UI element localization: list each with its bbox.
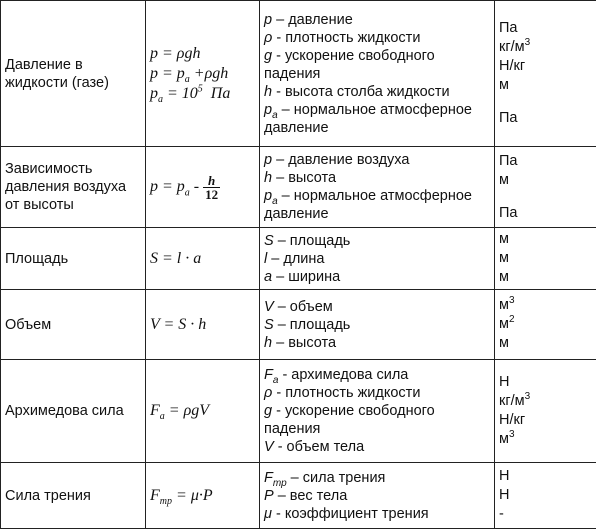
- quantity-name: Сила трения: [1, 463, 146, 529]
- quantity-name: Зависимость давления воздуха от высоты: [1, 147, 146, 228]
- quantity-name: Площадь: [1, 228, 146, 290]
- formula-cell: V = S · h: [146, 290, 260, 360]
- table-row: [1, 1, 596, 147]
- definitions-cell: S – площадь l – длина a – ширина: [260, 228, 495, 290]
- formula-cell: $F_a = \rho gV$: [146, 360, 260, 463]
- table-row: [1, 228, 596, 290]
- formula-cell: $p = p_a$ - $\frac{h}{12}$: [146, 147, 260, 228]
- units-cell: Н $кг/м^3$ Н/кг $м^3$: [495, 360, 596, 463]
- units-cell: Н Н -: [495, 463, 596, 529]
- quantity-name: Давление в жидкости (газе): [1, 1, 146, 147]
- definitions-cell: $F_{тр}$ – сила трения P – вес тела μ - коэффициент трения: [260, 463, 495, 529]
- definitions-cell: V – объем S – площадь h – высота: [260, 290, 495, 360]
- formula-cell: $F_{тр} = \mu\cdot P$: [146, 463, 260, 529]
- table-row: [1, 147, 596, 228]
- units-cell: м м м: [495, 228, 596, 290]
- table-row: [1, 360, 596, 463]
- formula-cell: S = l · a: [146, 228, 260, 290]
- quantity-name: Архимедова сила: [1, 360, 146, 463]
- units-cell: Па м Па: [495, 147, 596, 228]
- table-row: [1, 290, 596, 360]
- quantity-name: Объем: [1, 290, 146, 360]
- definitions-cell: p – давление воздуха h – высота $p_a$ – нормальное атмосферное давление: [260, 147, 495, 228]
- definitions-cell: $F_a$ - архимедова сила ρ - плотность жидкости g - ускорение свободного падения V - объем тела: [260, 360, 495, 463]
- table-row: [1, 463, 596, 529]
- formula-cell: p = ρgh $p = p_a +\rho gh$ $p_a = 10^5$ Па: [146, 1, 260, 147]
- units-cell: Па $кг/м^3$ Н/кг м Па: [495, 1, 596, 147]
- definitions-cell: p – давление ρ - плотность жидкости g - ускорение свободного падения h - высота столба жидкости $p_a$ – нормальное атмосферное давление: [260, 1, 495, 147]
- units-cell: $м^3$ $м^2$ м: [495, 290, 596, 360]
